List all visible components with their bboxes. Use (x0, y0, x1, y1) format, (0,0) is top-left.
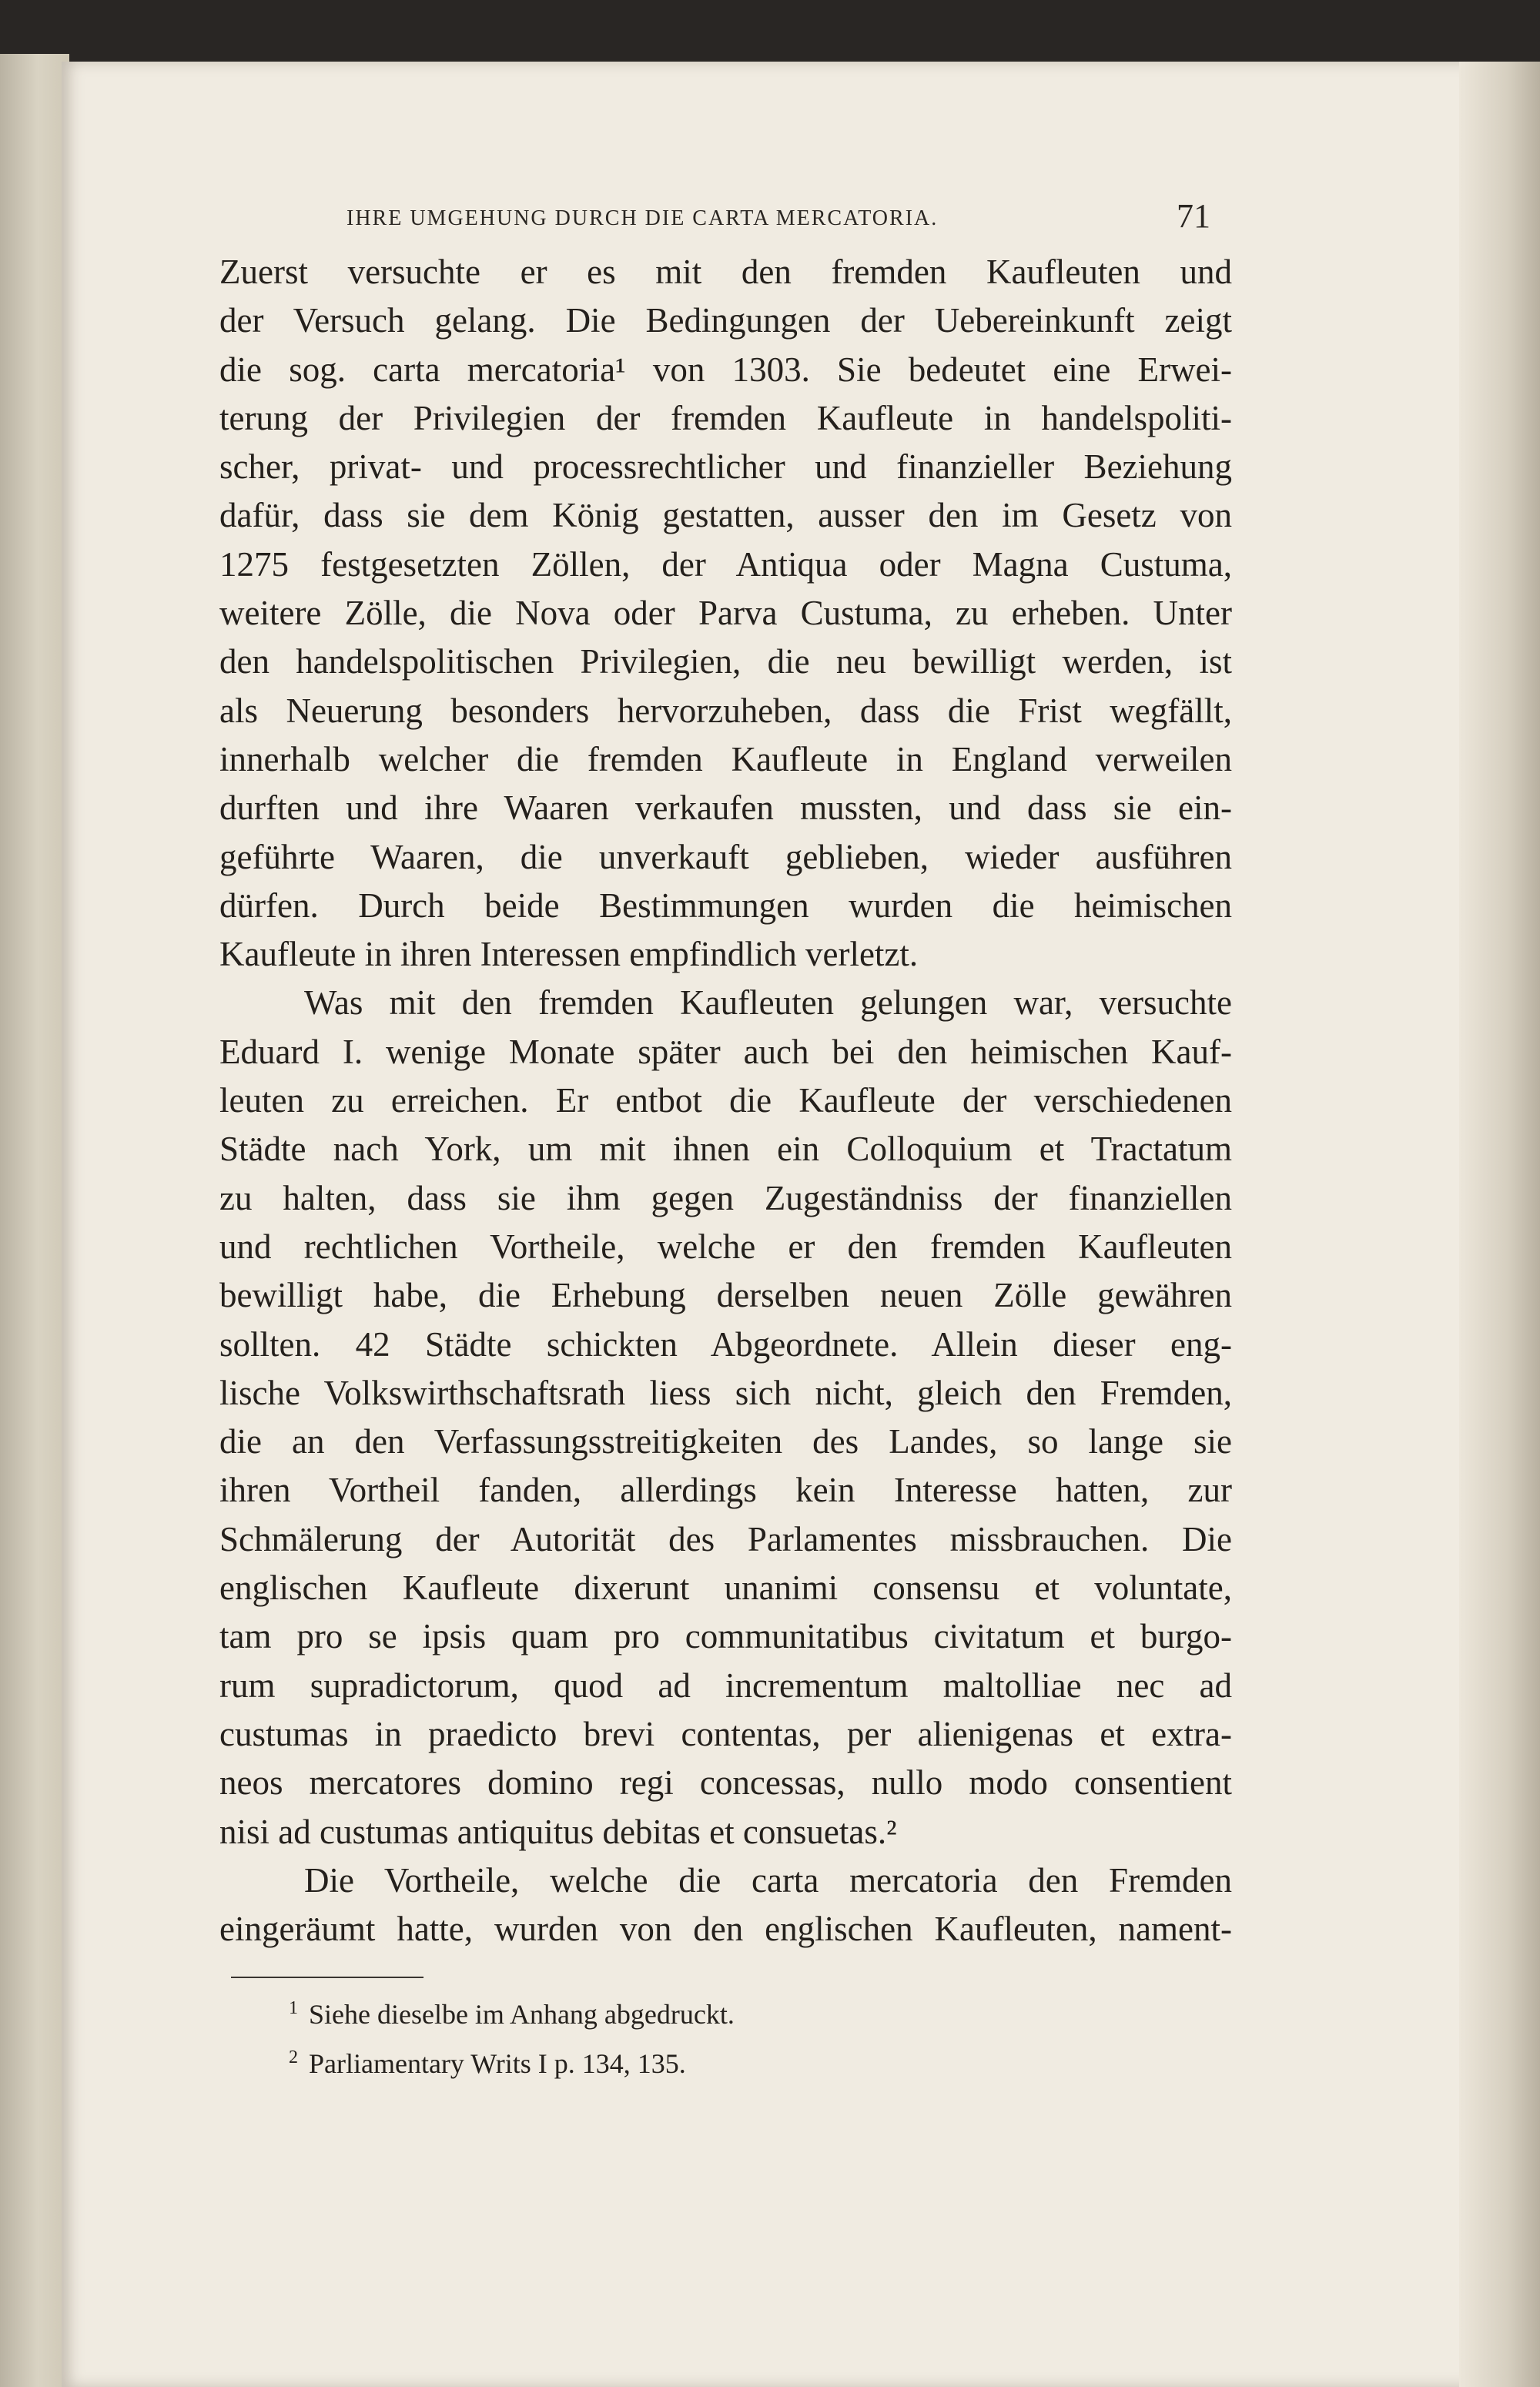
text-line: tam pro se ipsis quam pro communitatibus civitatum et burgo- (219, 1617, 1232, 1656)
text-line: und rechtlichen Vortheile, welche er den fremden Kaufleuten (219, 1227, 1232, 1266)
footnote-divider (231, 1977, 424, 1978)
footnotes (289, 1987, 982, 2085)
text-line: eingeräumt hatte, wurden von den englischen Kaufleuten, nament- (219, 1910, 1232, 1949)
text-line: rum supradictorum, quod ad incrementum maltolliae nec ad (219, 1666, 1232, 1705)
text-line: weitere Zölle, die Nova oder Parva Custuma, zu erheben. Unter (219, 594, 1232, 633)
text-line: durften und ihre Waaren verkaufen mussten, und dass sie ein- (219, 788, 1232, 828)
page-stack-edge (1459, 62, 1540, 2387)
text-line: ihren Vortheil fanden, allerdings kein Interesse hatten, zur (219, 1471, 1232, 1510)
text-line: bewilligt habe, die Erhebung derselben neuen Zölle gewähren (219, 1276, 1232, 1315)
footnote (289, 1987, 982, 2036)
text-line: nisi ad custumas antiquitus debitas et consuetas.² (219, 1812, 897, 1851)
text-line: innerhalb welcher die fremden Kaufleute in England verweilen (219, 739, 1232, 778)
text-line: geführte Waaren, die unverkauft geblieben, wieder ausführen (219, 837, 1232, 876)
text-line: lische Volkswirthschaftsrath liess sich nicht, gleich den Fremden, (219, 1373, 1232, 1412)
text-line: terung der Privilegien der fremden Kaufleute in handelspoliti- (219, 398, 1232, 437)
text-line: als Neuerung besonders hervorzuheben, dass die Frist wegfällt, (219, 691, 1232, 730)
text-line: Was mit den fremden Kaufleuten gelungen war, versuchte (304, 983, 1232, 1023)
text-line: sollten. 42 Städte schickten Abgeordnete. Allein dieser eng- (219, 1324, 1232, 1364)
text-line: Städte nach York, um mit ihnen ein Colloquium et Tractatum (219, 1130, 1232, 1169)
text-line: Eduard I. wenige Monate später auch bei den heimischen Kauf- (219, 1032, 1232, 1071)
text-line: dafür, dass sie dem König gestatten, ausser den im Gesetz von (219, 496, 1232, 535)
book-binding-edge (0, 54, 69, 2387)
page-number: 71 (1177, 197, 1210, 235)
running-head: IHRE UMGEHUNG DURCH DIE CARTA MERCATORIA. (346, 206, 939, 230)
text-line: Schmälerung der Autorität des Parlamentes missbrauchen. Die (219, 1519, 1232, 1558)
scan-background (0, 0, 1540, 62)
footnote-mark: 2 (289, 2047, 298, 2067)
text-line: neos mercatores domino regi concessas, nullo modo consentient (219, 1763, 1232, 1803)
text-line: englischen Kaufleute dixerunt unanimi consensu et voluntate, (219, 1568, 1232, 1608)
footnote-text: Siehe dieselbe im Anhang abgedruckt. (309, 1999, 735, 2030)
text-line: custumas in praedicto brevi contentas, per alienigenas et extra- (219, 1714, 1232, 1753)
text-line: den handelspolitischen Privilegien, die neu bewilligt werden, ist (219, 642, 1232, 681)
text-line: Kaufleute in ihren Interessen empfindlich verletzt. (219, 935, 919, 974)
text-line: leuten zu erreichen. Er entbot die Kaufleute der verschiedenen (219, 1081, 1232, 1120)
text-line: scher, privat- und processrechtlicher und finanzieller Beziehung (219, 447, 1232, 487)
footnote-mark: 1 (289, 1998, 298, 2018)
text-line: der Versuch gelang. Die Bedingungen der Uebereinkunft zeigt (219, 301, 1232, 340)
text-line: Zuerst versuchte er es mit den fremden Kaufleuten und (219, 253, 1232, 291)
text-line: die an den Verfassungsstreitigkeiten des Landes, so lange sie (219, 1422, 1232, 1461)
text-line: 1275 festgesetzten Zöllen, der Antiqua oder Magna Custuma, (219, 544, 1232, 584)
text-line: die sog. carta mercatoria¹ von 1303. Sie bedeutet eine Erwei- (219, 350, 1232, 389)
text-line: dürfen. Durch beide Bestimmungen wurden die heimischen (219, 886, 1232, 925)
body-text (219, 248, 1232, 1953)
footnote (289, 2036, 982, 2085)
text-line: zu halten, dass sie ihm gegen Zugeständniss der finanziellen (219, 1178, 1232, 1217)
text-line: Die Vortheile, welche die carta mercatoria den Fremden (304, 1860, 1232, 1900)
footnote-text: Parliamentary Writs I p. 134, 135. (309, 2048, 686, 2079)
